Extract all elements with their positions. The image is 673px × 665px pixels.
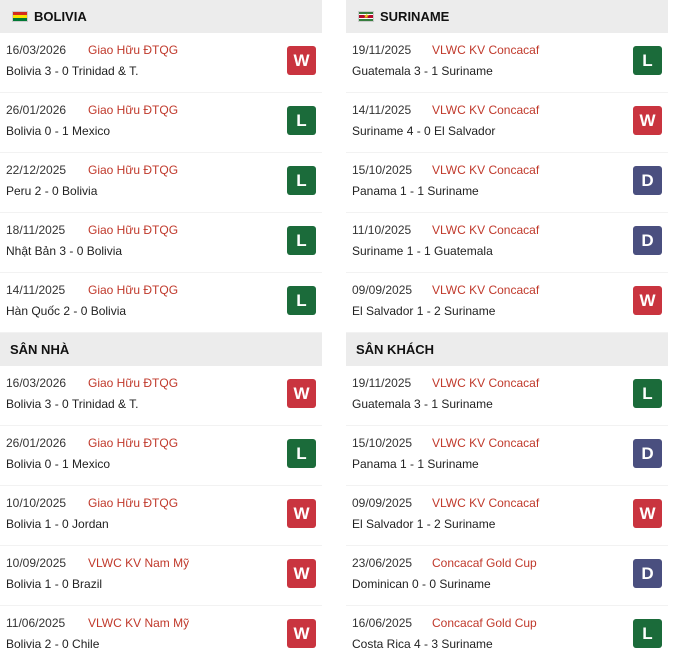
match-date: 26/01/2026 bbox=[6, 103, 67, 117]
match-score: Panama 1 - 1 Suriname bbox=[352, 184, 479, 198]
match-score: Bolivia 1 - 0 Brazil bbox=[6, 577, 103, 591]
team-header-suriname bbox=[346, 0, 668, 33]
match-row[interactable] bbox=[346, 426, 668, 486]
competition-link[interactable]: VLWC KV Nam Mỹ bbox=[88, 556, 190, 570]
match-row[interactable] bbox=[0, 426, 322, 486]
competition-link[interactable]: VLWC KV Concacaf bbox=[432, 496, 540, 510]
match-row[interactable] bbox=[0, 33, 322, 93]
match-score: Costa Rica 4 - 3 Suriname bbox=[352, 637, 493, 651]
match-score: Guatemala 3 - 1 Suriname bbox=[352, 397, 493, 411]
match-date: 26/01/2026 bbox=[6, 436, 67, 450]
match-date: 09/09/2025 bbox=[352, 496, 413, 510]
match-row[interactable] bbox=[346, 546, 668, 606]
match-date: 16/03/2026 bbox=[6, 43, 67, 57]
result-badge: W bbox=[633, 286, 662, 315]
match-row[interactable] bbox=[346, 273, 668, 333]
suriname-flag-icon bbox=[358, 11, 374, 22]
competition-link[interactable]: Giao Hữu ĐTQG bbox=[88, 436, 179, 450]
match-row[interactable] bbox=[0, 486, 322, 546]
match-date: 11/06/2025 bbox=[6, 616, 66, 630]
match-date: 15/10/2025 bbox=[352, 163, 413, 177]
match-row[interactable] bbox=[346, 93, 668, 153]
match-date: 09/09/2025 bbox=[352, 283, 413, 297]
flag-stripe bbox=[13, 18, 27, 21]
result-badge: L bbox=[633, 379, 662, 408]
competition-link[interactable]: Giao Hữu ĐTQG bbox=[88, 283, 179, 297]
match-score: Panama 1 - 1 Suriname bbox=[352, 457, 479, 471]
match-row[interactable] bbox=[0, 366, 322, 426]
result-badge: W bbox=[287, 559, 316, 588]
result-badge: L bbox=[287, 439, 316, 468]
result-badge: W bbox=[287, 379, 316, 408]
result-badge: L bbox=[287, 286, 316, 315]
match-date: 10/09/2025 bbox=[6, 556, 67, 570]
match-score: Suriname 4 - 0 El Salvador bbox=[352, 124, 496, 138]
competition-link[interactable]: VLWC KV Concacaf bbox=[432, 376, 540, 390]
match-score: El Salvador 1 - 2 Suriname bbox=[352, 517, 496, 531]
match-score: Bolivia 2 - 0 Chile bbox=[6, 637, 100, 651]
competition-link[interactable]: VLWC KV Concacaf bbox=[432, 436, 540, 450]
match-row[interactable] bbox=[346, 486, 668, 546]
competition-link[interactable]: VLWC KV Concacaf bbox=[432, 163, 540, 177]
competition-link[interactable]: Concacaf Gold Cup bbox=[432, 616, 537, 630]
competition-link[interactable]: Giao Hữu ĐTQG bbox=[88, 163, 179, 177]
match-row[interactable] bbox=[0, 606, 322, 665]
match-date: 23/06/2025 bbox=[352, 556, 413, 570]
result-badge: W bbox=[287, 499, 316, 528]
competition-link[interactable]: Giao Hữu ĐTQG bbox=[88, 43, 179, 57]
match-score: Peru 2 - 0 Bolivia bbox=[6, 184, 98, 198]
suriname-column bbox=[346, 0, 668, 665]
match-row[interactable] bbox=[346, 213, 668, 273]
sub-title: SÂN NHÀ bbox=[10, 342, 70, 357]
competition-link[interactable]: VLWC KV Concacaf bbox=[432, 283, 540, 297]
team-name: BOLIVIA bbox=[34, 9, 87, 24]
result-badge: D bbox=[633, 559, 662, 588]
match-score: Dominican 0 - 0 Suriname bbox=[352, 577, 491, 591]
recent-matches-list bbox=[0, 33, 322, 333]
result-badge: D bbox=[633, 226, 662, 255]
result-badge: L bbox=[287, 106, 316, 135]
match-date: 14/11/2025 bbox=[352, 103, 412, 117]
result-badge: W bbox=[287, 619, 316, 648]
competition-link[interactable]: Giao Hữu ĐTQG bbox=[88, 103, 179, 117]
recent-matches-list bbox=[346, 33, 668, 333]
home-matches-list bbox=[0, 366, 322, 665]
match-date: 11/10/2025 bbox=[352, 223, 412, 237]
competition-link[interactable]: Concacaf Gold Cup bbox=[432, 556, 537, 570]
match-score: Nhật Bản 3 - 0 Bolivia bbox=[6, 244, 123, 258]
match-row[interactable] bbox=[0, 213, 322, 273]
competition-link[interactable]: Giao Hữu ĐTQG bbox=[88, 496, 179, 510]
competition-link[interactable]: Giao Hữu ĐTQG bbox=[88, 376, 179, 390]
match-score: Bolivia 0 - 1 Mexico bbox=[6, 124, 111, 138]
sub-title: SÂN KHÁCH bbox=[356, 342, 434, 357]
match-date: 22/12/2025 bbox=[6, 163, 67, 177]
result-badge: L bbox=[633, 46, 662, 75]
competition-link[interactable]: VLWC KV Concacaf bbox=[432, 43, 540, 57]
home-matches-header bbox=[0, 333, 322, 366]
match-row[interactable] bbox=[0, 153, 322, 213]
away-matches-list bbox=[346, 366, 668, 665]
match-date: 14/11/2025 bbox=[6, 283, 66, 297]
match-date: 10/10/2025 bbox=[6, 496, 67, 510]
match-score: Guatemala 3 - 1 Suriname bbox=[352, 64, 493, 78]
match-row[interactable] bbox=[0, 93, 322, 153]
match-date: 16/06/2025 bbox=[352, 616, 413, 630]
result-badge: D bbox=[633, 166, 662, 195]
match-score: Bolivia 0 - 1 Mexico bbox=[6, 457, 111, 471]
result-badge: W bbox=[287, 46, 316, 75]
match-score: Bolivia 1 - 0 Jordan bbox=[6, 517, 109, 531]
competition-link[interactable]: Giao Hữu ĐTQG bbox=[88, 223, 179, 237]
match-score: Bolivia 3 - 0 Trinidad & T. bbox=[6, 64, 139, 78]
match-score: Suriname 1 - 1 Guatemala bbox=[352, 244, 493, 258]
match-score: El Salvador 1 - 2 Suriname bbox=[352, 304, 496, 318]
match-row[interactable] bbox=[0, 546, 322, 606]
bolivia-column bbox=[0, 0, 322, 665]
result-badge: L bbox=[287, 226, 316, 255]
match-date: 18/11/2025 bbox=[6, 223, 66, 237]
result-badge: W bbox=[633, 499, 662, 528]
flag-star-icon: ★ bbox=[363, 13, 369, 20]
team-header-bolivia bbox=[0, 0, 322, 33]
away-matches-header bbox=[346, 333, 668, 366]
bolivia-flag-icon bbox=[12, 11, 28, 22]
result-badge: D bbox=[633, 439, 662, 468]
match-row[interactable] bbox=[0, 273, 322, 333]
competition-link[interactable]: VLWC KV Concacaf bbox=[432, 223, 540, 237]
competition-link[interactable]: VLWC KV Nam Mỹ bbox=[88, 616, 190, 630]
result-badge: W bbox=[633, 106, 662, 135]
match-score: Hàn Quốc 2 - 0 Bolivia bbox=[6, 304, 127, 318]
match-row[interactable] bbox=[346, 33, 668, 93]
result-badge: L bbox=[633, 619, 662, 648]
team-name: SURINAME bbox=[380, 9, 450, 24]
match-date: 19/11/2025 bbox=[352, 43, 412, 57]
match-date: 15/10/2025 bbox=[352, 436, 413, 450]
match-row[interactable] bbox=[346, 366, 668, 426]
match-score: Bolivia 3 - 0 Trinidad & T. bbox=[6, 397, 139, 411]
match-date: 19/11/2025 bbox=[352, 376, 412, 390]
match-date: 16/03/2026 bbox=[6, 376, 67, 390]
competition-link[interactable]: VLWC KV Concacaf bbox=[432, 103, 540, 117]
result-badge: L bbox=[287, 166, 316, 195]
match-row[interactable] bbox=[346, 153, 668, 213]
match-row[interactable] bbox=[346, 606, 668, 665]
